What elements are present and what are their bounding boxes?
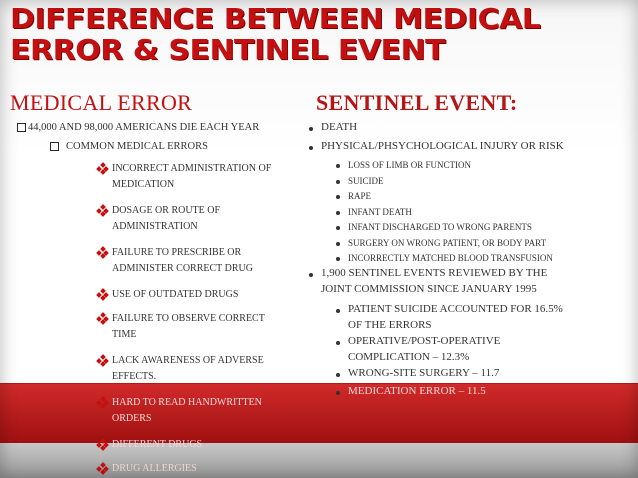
medical-error-item: DIFFERENT DRUGS xyxy=(112,439,203,450)
diamond-bullet-icon xyxy=(97,397,108,408)
medical-error-item: ADMINISTRATION xyxy=(112,221,198,232)
bullet-dot-icon xyxy=(336,226,340,230)
sentinel-statistic: COMPLICATION – 12.3% xyxy=(348,351,470,363)
medical-error-item: INCORRECT ADMINISTRATION OF xyxy=(112,163,272,174)
injury-item: RAPE xyxy=(348,191,372,201)
medical-error-item: FAILURE TO OBSERVE CORRECT xyxy=(112,313,265,324)
medical-error-heading: MEDICAL ERROR xyxy=(10,90,193,115)
sentinel-statistic: MEDICATION ERROR – 11.5 xyxy=(348,385,486,397)
injury-item: SUICIDE xyxy=(348,175,384,186)
medical-error-item: ORDERS xyxy=(112,413,152,424)
medical-error-item: LACK AWARENESS OF ADVERSE xyxy=(112,355,264,366)
injury-item: SURGERY ON WRONG PATIENT, OR BODY PART xyxy=(348,237,547,248)
diamond-bullet-icon xyxy=(97,163,108,174)
medical-error-item: MEDICATION xyxy=(112,179,175,190)
red-accent-band xyxy=(0,383,638,444)
bullet-dot-icon xyxy=(336,195,340,199)
diamond-bullet-icon xyxy=(97,247,108,258)
slide-title xyxy=(10,4,620,67)
sentinel-item-death: DEATH xyxy=(321,121,358,133)
sentinel-statistic: PATIENT SUICIDE ACCOUNTED FOR 16.5% xyxy=(348,303,563,315)
diamond-bullet-icon xyxy=(97,313,108,324)
injury-item: INFANT DISCHARGED TO WRONG PARENTS xyxy=(348,222,532,232)
sentinel-statistic: WRONG-SITE SURGERY – 11.7 xyxy=(348,367,500,379)
medical-error-item: FAILURE TO PRESCRIBE OR xyxy=(112,247,242,258)
bullet-dot-icon xyxy=(309,273,313,277)
bullet-dot-icon xyxy=(309,127,313,131)
medical-error-item: TIME xyxy=(112,329,137,340)
medical-error-item: USE OF OUTDATED DRUGS xyxy=(112,289,239,300)
injury-item: LOSS OF LIMB OR FUNCTION xyxy=(348,160,472,170)
diamond-bullet-icon xyxy=(97,463,108,474)
medical-error-item: ADMINISTER CORRECT DRUG xyxy=(112,263,253,274)
gray-footer-band xyxy=(0,443,638,478)
checkbox-bullet-icon xyxy=(50,142,59,151)
bullet-dot-icon xyxy=(336,164,340,168)
deaths-statistic: 44,000 AND 98,000 AMERICANS DIE EACH YEAR xyxy=(28,122,260,133)
medical-error-item: HARD TO READ HANDWRITTEN xyxy=(112,397,262,408)
diamond-bullet-icon xyxy=(97,439,108,450)
bullet-dot-icon xyxy=(309,146,313,150)
bullet-dot-icon xyxy=(336,341,340,345)
reviewed-events-line-2: JOINT COMMISSION SINCE JANUARY 1995 xyxy=(321,283,537,295)
injury-item: INCORRECTLY MATCHED BLOOD TRANSFUSION xyxy=(348,253,553,263)
injury-item: INFANT DEATH xyxy=(348,206,412,217)
bullet-dot-icon xyxy=(336,211,340,215)
bullet-dot-icon xyxy=(336,180,340,184)
bullet-dot-icon xyxy=(336,242,340,246)
sentinel-statistic: OF THE ERRORS xyxy=(348,319,432,331)
diamond-bullet-icon xyxy=(97,205,108,216)
checkbox-bullet-icon xyxy=(17,123,26,132)
medical-error-item: DOSAGE OR ROUTE OF xyxy=(112,205,221,216)
sentinel-statistic: OPERATIVE/POST-OPERATIVE xyxy=(348,335,501,347)
bullet-dot-icon xyxy=(336,391,340,395)
bullet-dot-icon xyxy=(336,309,340,313)
medical-error-item: EFFECTS. xyxy=(112,371,157,382)
slide-title-line-1: DIFFERENCE BETWEEN MEDICAL xyxy=(10,3,541,36)
medical-error-item: DRUG ALLERGIES xyxy=(112,463,197,474)
sentinel-event-heading: SENTINEL EVENT: xyxy=(316,90,518,115)
bullet-dot-icon xyxy=(336,257,340,261)
slide-title-line-2: ERROR & SENTINEL EVENT xyxy=(10,34,446,67)
diamond-bullet-icon xyxy=(97,355,108,366)
reviewed-events-line-1: 1,900 SENTINEL EVENTS REVIEWED BY THE xyxy=(321,267,548,279)
sentinel-item-injury: PHYSICAL/PHSYCHOLOGICAL INJURY OR RISK xyxy=(321,140,564,152)
diamond-bullet-icon xyxy=(97,289,108,300)
common-errors-label: COMMON MEDICAL ERRORS xyxy=(66,141,208,152)
bullet-dot-icon xyxy=(336,373,340,377)
